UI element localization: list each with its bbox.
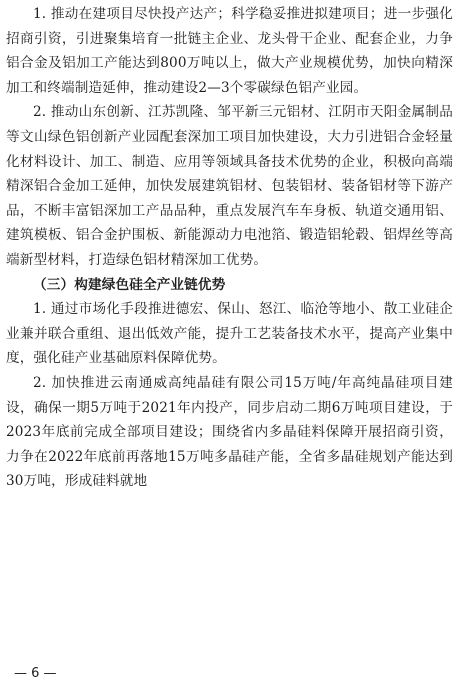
paragraph-silicon-consolidation: 1. 通过市场化手段推进德宏、保山、怒江、临沧等地小、散工业硅企业兼并联合重组、退出低效产能，提升工艺装备技术水平，提高产业集中度，强化硅产业基础原料保障优势。: [6, 301, 453, 367]
paragraph-silicon-projects: 2. 加快推进云南通威高纯晶硅有限公司15万吨/年高纯晶硅项目建设，确保一期5万吨于2021年内投产，同步启动二期6万吨项目建设，于2023年底前完成全部项目建设；围绕省内多晶硅料保障开展招商引资，力争在2022年底前再落地15万吨多晶硅产能，全省多晶硅规划产能达到30万吨，形成硅料就地: [6, 374, 453, 490]
section-heading-silicon: （三）构建绿色硅全产业链优势: [33, 276, 226, 293]
paragraph-aluminum-deep-processing: 2. 推动山东创新、江苏凯隆、邹平新三元铝材、江阴市天阳金属制品等文山绿色铝创新产业园配套深加工项目加快建设，大力引进铝合金轻量化材料设计、加工、制造、应用等领域具备技术优势的企业，积极向高端精深铝合金加工延伸，加快发展建筑铝材、包装铝材、装备铝材等下游产品，不断丰富铝深加工产品品种，重点发展汽车车身板、轨道交通用铝、建筑模板、铝合金护围板、新能源动力电池箔、锻造铝轮毂、铝焊丝等高端新型材料，打造绿色铝材精深加工优势。: [6, 104, 453, 268]
paragraph-aluminum-projects: 1. 推动在建项目尽快投产达产；科学稳妥推进拟建项目；进一步强化招商引资，引进聚集培育一批链主企业、龙头骨干企业、配套企业，力争铝合金及铝加工产能达到800万吨以上，做大产业规模优势，加快向精深加工和终端制造延伸，推动建设2—3个零碳绿色铝产业园。: [6, 6, 453, 96]
page-number: — 6 —: [14, 666, 57, 681]
document-body: [6, 2, 453, 494]
